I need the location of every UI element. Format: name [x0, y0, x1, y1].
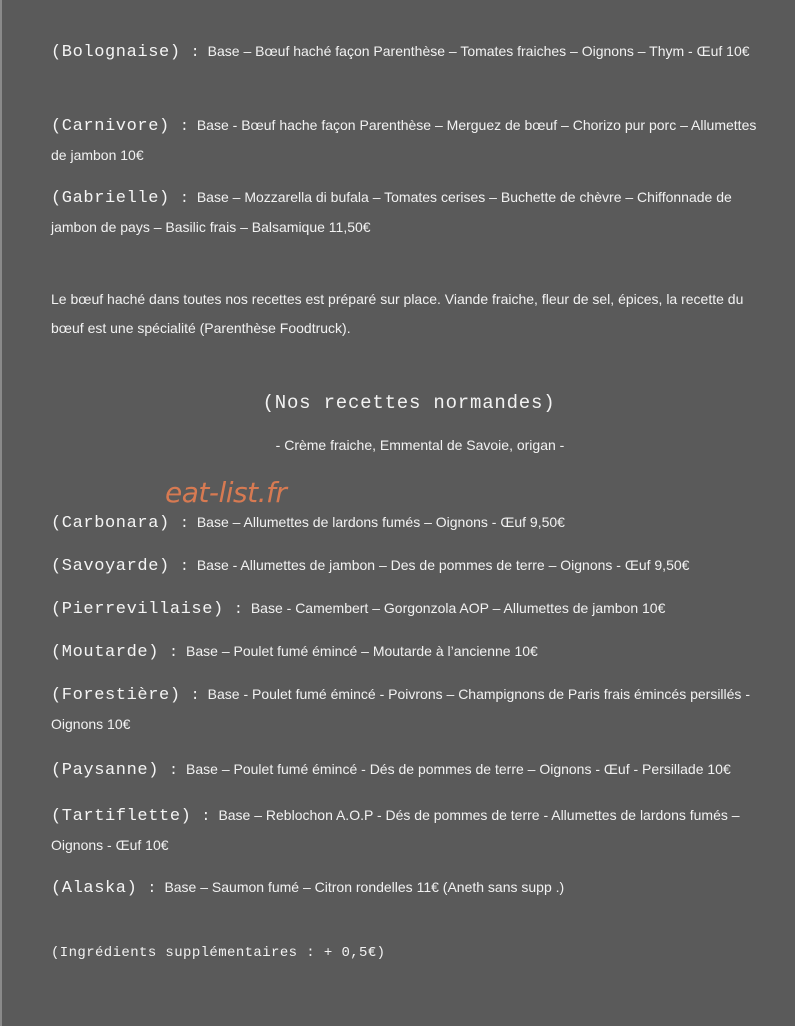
recipe-forestiere — [51, 680, 771, 739]
separator: : — [169, 762, 179, 779]
recipe-alaska — [51, 873, 771, 903]
recipe-name: (Pierrevillaise) — [51, 600, 224, 619]
separator: : — [190, 687, 200, 704]
recipe-description: Base - Poulet fumé émincé - Poivrons – Champignons de Paris frais émincés persillés - Oignons 10€ — [51, 686, 750, 732]
recipe-name: (Carbonara) — [51, 514, 170, 533]
separator: : — [190, 44, 200, 61]
recipe-name: (Tartiflette) — [51, 807, 192, 826]
separator: : — [179, 558, 189, 575]
recipe-description: Base – Poulet fumé émincé – Moutarde à l’ancienne 10€ — [186, 643, 538, 659]
recipe-moutarde — [51, 637, 771, 667]
recipe-description: Base - Camembert – Gorgonzola AOP – Allumettes de jambon 10€ — [250, 600, 666, 616]
recipe-name: (Gabrielle) — [51, 189, 170, 208]
recipe-pierrevillaise — [51, 594, 771, 624]
separator: : — [147, 880, 157, 897]
recipe-name: (Bolognaise) — [51, 43, 181, 62]
recipe-description: Base – Saumon fumé – Citron rondelles 11€ (Aneth sans supp .) — [164, 879, 565, 895]
recipe-description: Base – Reblochon A.O.P - Dés de pommes de terre - Allumettes de lardons fumés – Oignons - Œuf 10€ — [51, 807, 740, 853]
recipe-gabrielle — [51, 183, 771, 242]
recipe-savoyarde — [51, 551, 771, 581]
recipe-name: (Savoyarde) — [51, 557, 170, 576]
separator: : — [233, 601, 243, 618]
separator: : — [179, 515, 189, 532]
recipe-name: (Forestière) — [51, 686, 181, 705]
recipe-name: (Moutarde) — [51, 643, 160, 662]
separator: : — [201, 808, 211, 825]
section-subtitle: - Crème fraiche, Emmental de Savoie, origan - — [275, 437, 565, 453]
recipe-name: (Alaska) — [51, 879, 138, 898]
recipe-bolognaise — [51, 37, 771, 67]
supplement-note: (Ingrédients supplémentaires : + 0,5€) — [51, 945, 386, 961]
beef-note: Le bœuf haché dans toutes nos recettes est préparé sur place. Viande fraiche, fleur de sel, épices, la recette du bœuf est une spécialité (Parenthèse Foodtruck). — [51, 291, 744, 336]
separator: : — [179, 118, 189, 135]
page-left-border — [0, 0, 2, 1026]
recipe-name: (Carnivore) — [51, 117, 170, 136]
recipe-carbonara — [51, 508, 771, 538]
recipe-description: Base – Mozzarella di bufala – Tomates cerises – Buchette de chèvre – Chiffonnade de jambon de pays – Basilic frais – Balsamique 11,50€ — [51, 189, 732, 235]
watermark: eat-list.fr — [165, 476, 287, 509]
recipe-description: Base - Bœuf hache façon Parenthèse – Merguez de bœuf – Chorizo pur porc – Allumettes de jambon 10€ — [51, 117, 757, 163]
recipe-name: (Paysanne) — [51, 761, 160, 780]
section-title: (Nos recettes normandes) — [262, 392, 556, 414]
separator: : — [179, 190, 189, 207]
recipe-description: Base – Poulet fumé émincé - Dés de pommes de terre – Oignons - Œuf - Persillade 10€ — [186, 761, 731, 777]
recipe-carnivore — [51, 111, 771, 170]
recipe-tartiflette — [51, 801, 771, 860]
recipe-description: Base - Allumettes de jambon – Des de pommes de terre – Oignons - Œuf 9,50€ — [196, 557, 690, 573]
recipe-description: Base – Allumettes de lardons fumés – Oignons - Œuf 9,50€ — [196, 514, 565, 530]
separator: : — [169, 644, 179, 661]
recipe-paysanne — [51, 755, 771, 785]
recipe-description: Base – Bœuf haché façon Parenthèse – Tomates fraiches – Oignons – Thym - Œuf 10€ — [207, 43, 750, 59]
